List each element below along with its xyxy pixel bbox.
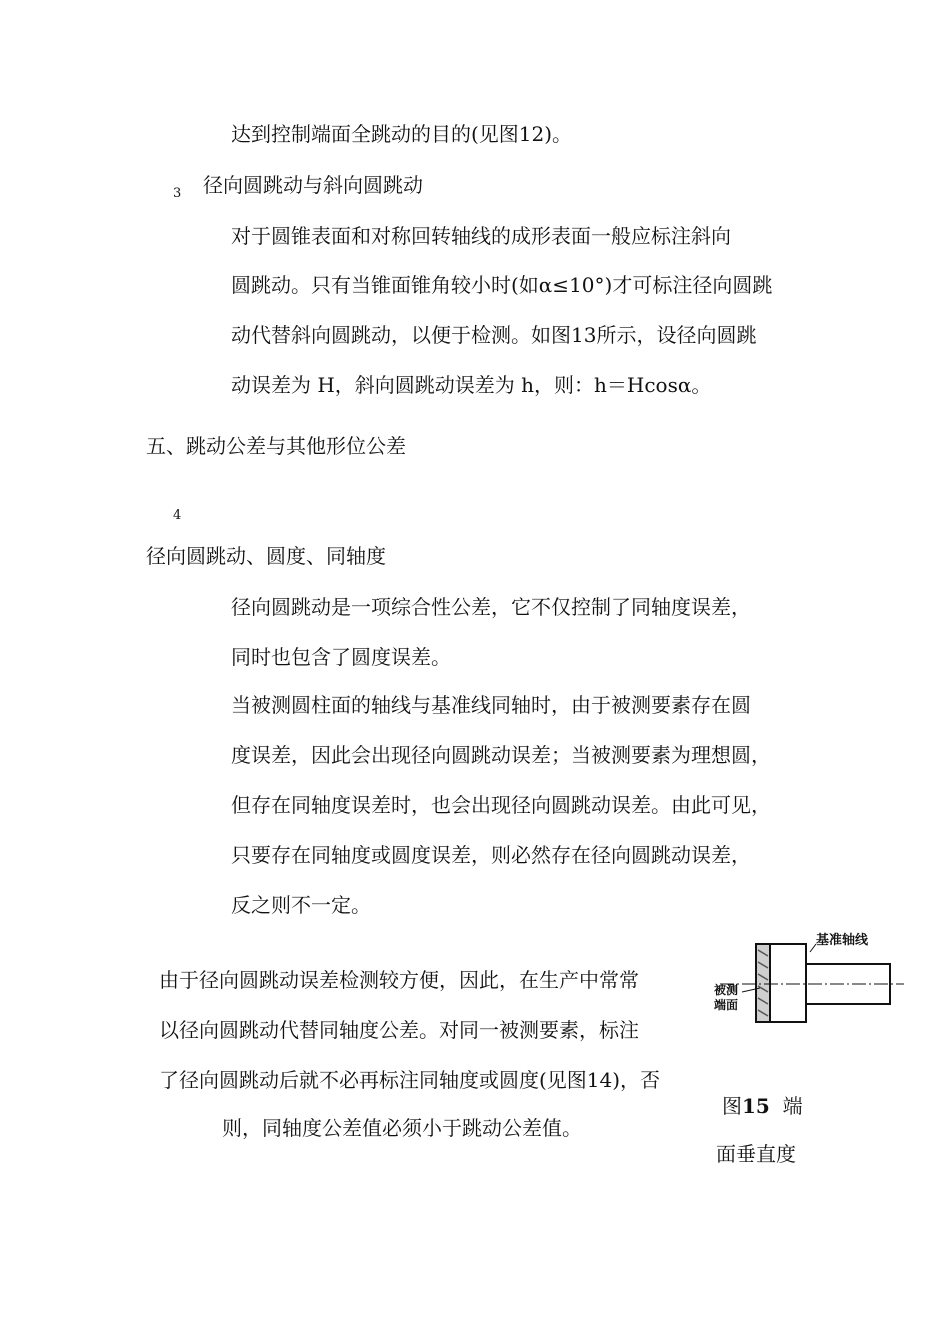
figure-caption-line-2: 面垂直度 (716, 1142, 796, 1166)
section5-title: 五、跳动公差与其他形位公差 (146, 434, 406, 458)
shaft-drawing (712, 932, 908, 1032)
label-measured-2: 端面 (714, 998, 739, 1012)
item4-line-7: 反之则不一定。 (231, 893, 371, 917)
label-measured-1: 被测 (714, 983, 739, 997)
figure-15-diagram (712, 932, 908, 1032)
item3-line-3: 动代替斜向圆跳动，以便于检测。如图13所示，设径向圆跳 (231, 323, 757, 347)
caption-number: 15 (742, 1094, 770, 1118)
last-paragraph-line-4: 则，同轴度公差值必须小于跳动公差值。 (222, 1116, 582, 1140)
item3-number: 3 (173, 186, 182, 201)
item3-line-4: 动误差为 H，斜向圆跳动误差为 h，则：h＝Hcosα。 (231, 373, 712, 397)
last-paragraph-line-1: 由于径向圆跳动误差检测较方便，因此，在生产中常常 (159, 968, 639, 992)
item3-heading: 径向圆跳动与斜向圆跳动 (203, 173, 423, 197)
last-paragraph-line-3: 了径向圆跳动后就不必再标注同轴度或圆度(见图14)，否 (159, 1068, 661, 1092)
label-datum-axis: 基准轴线 (816, 933, 869, 948)
item4-heading: 径向圆跳动、圆度、同轴度 (146, 544, 386, 568)
item4-line-4: 度误差，因此会出现径向圆跳动误差；当被测要素为理想圆， (231, 743, 771, 767)
item4-line-6: 只要存在同轴度或圆度误差，则必然存在径向圆跳动误差， (231, 843, 751, 867)
item4-line-2: 同时也包含了圆度误差。 (231, 645, 451, 669)
last-paragraph-line-2: 以径向圆跳动代替同轴度公差。对同一被测要素，标注 (159, 1018, 639, 1042)
item4-line-3: 当被测圆柱面的轴线与基准线同轴时，由于被测要素存在圆 (231, 693, 751, 717)
item4-number: 4 (173, 508, 182, 523)
item3-line-2: 圆跳动。只有当锥面锥角较小时(如α≤10°)才可标注径向圆跳 (231, 273, 773, 297)
caption-rest: 端 (782, 1094, 803, 1118)
item4-line-5: 但存在同轴度误差时，也会出现径向圆跳动误差。由此可见， (231, 793, 771, 817)
caption-prefix: 图 (722, 1094, 742, 1118)
paragraph-end: 达到控制端面全跳动的目的(见图12)。 (231, 122, 573, 146)
item3-line-1: 对于圆锥表面和对称回转轴线的成形表面一般应标注斜向 (231, 224, 731, 248)
item4-line-1: 径向圆跳动是一项综合性公差，它不仅控制了同轴度误差， (231, 595, 751, 619)
figure-caption-line-1 (722, 1092, 803, 1120)
